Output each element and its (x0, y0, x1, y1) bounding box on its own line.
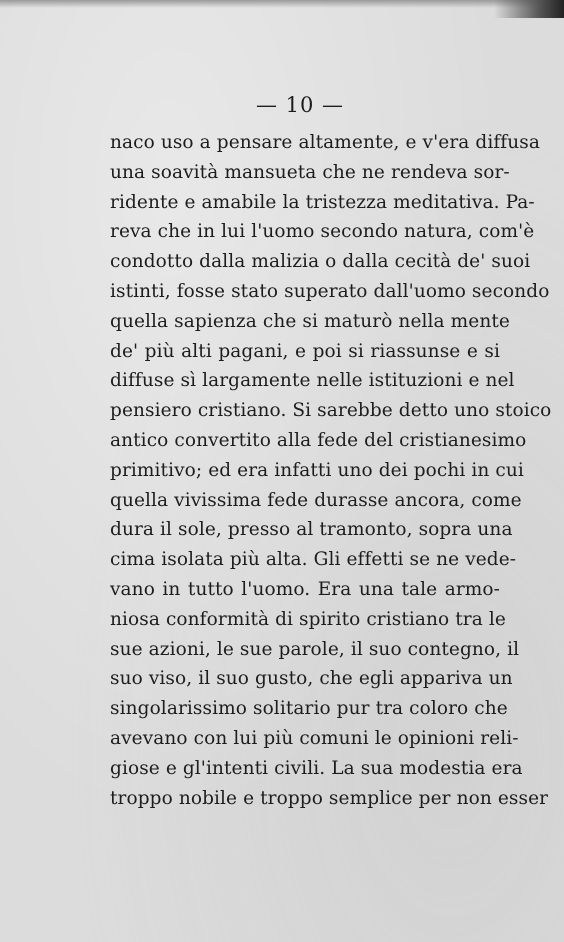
text-line: vano in tutto l'uomo. Era una tale armo- (110, 578, 500, 600)
text-line: avevano con lui più comuni le opinioni reli- (110, 727, 519, 749)
text-line: quella vivissima fede durasse ancora, come (110, 489, 522, 511)
text-line: pensiero cristiano. Si sarebbe detto uno stoico (110, 400, 552, 422)
text-line: niosa conformità di spirito cristiano tra le (110, 608, 506, 630)
text-line: cima isolata più alta. Gli effetti se ne vede- (110, 549, 517, 571)
text-line: diffuse sì largamente nelle istituzioni e nel (110, 370, 515, 392)
page-text-body (110, 128, 552, 813)
text-line: primitivo; ed era infatti uno dei pochi in cui (110, 459, 524, 481)
text-line: condotto dalla malizia o dalla cecità de' suoi (110, 251, 531, 273)
text-line: istinti, fosse stato superato dall'uomo secondo (110, 280, 550, 302)
text-line: de' più alti pagani, e poi si riassunse e si (110, 340, 500, 362)
text-line: troppo nobile e troppo semplice per non esser (110, 787, 549, 809)
text-line: quella sapienza che si maturò nella mente (110, 310, 510, 332)
text-line: suo viso, il suo gusto, che egli appariva un (110, 668, 513, 690)
page-number: — 10 — (255, 93, 345, 117)
text-line: reva che in lui l'uomo secondo natura, com'è (110, 221, 535, 243)
text-line: ridente e amabile la tristezza meditativa. Pa- (110, 191, 535, 213)
text-line: singolarissimo solitario pur tra coloro che (110, 698, 508, 720)
text-line: sue azioni, le sue parole, il suo contegno, il (110, 638, 520, 660)
text-line: dura il sole, presso al tramonto, sopra una (110, 519, 513, 541)
text-line: giose e gl'intenti civili. La sua modestia era (110, 757, 523, 779)
text-line: una soavità mansueta che ne rendeva sor- (110, 161, 510, 183)
text-line: antico convertito alla fede del cristianesimo (110, 429, 527, 451)
text-line: naco uso a pensare altamente, e v'era diffusa (110, 132, 540, 153)
